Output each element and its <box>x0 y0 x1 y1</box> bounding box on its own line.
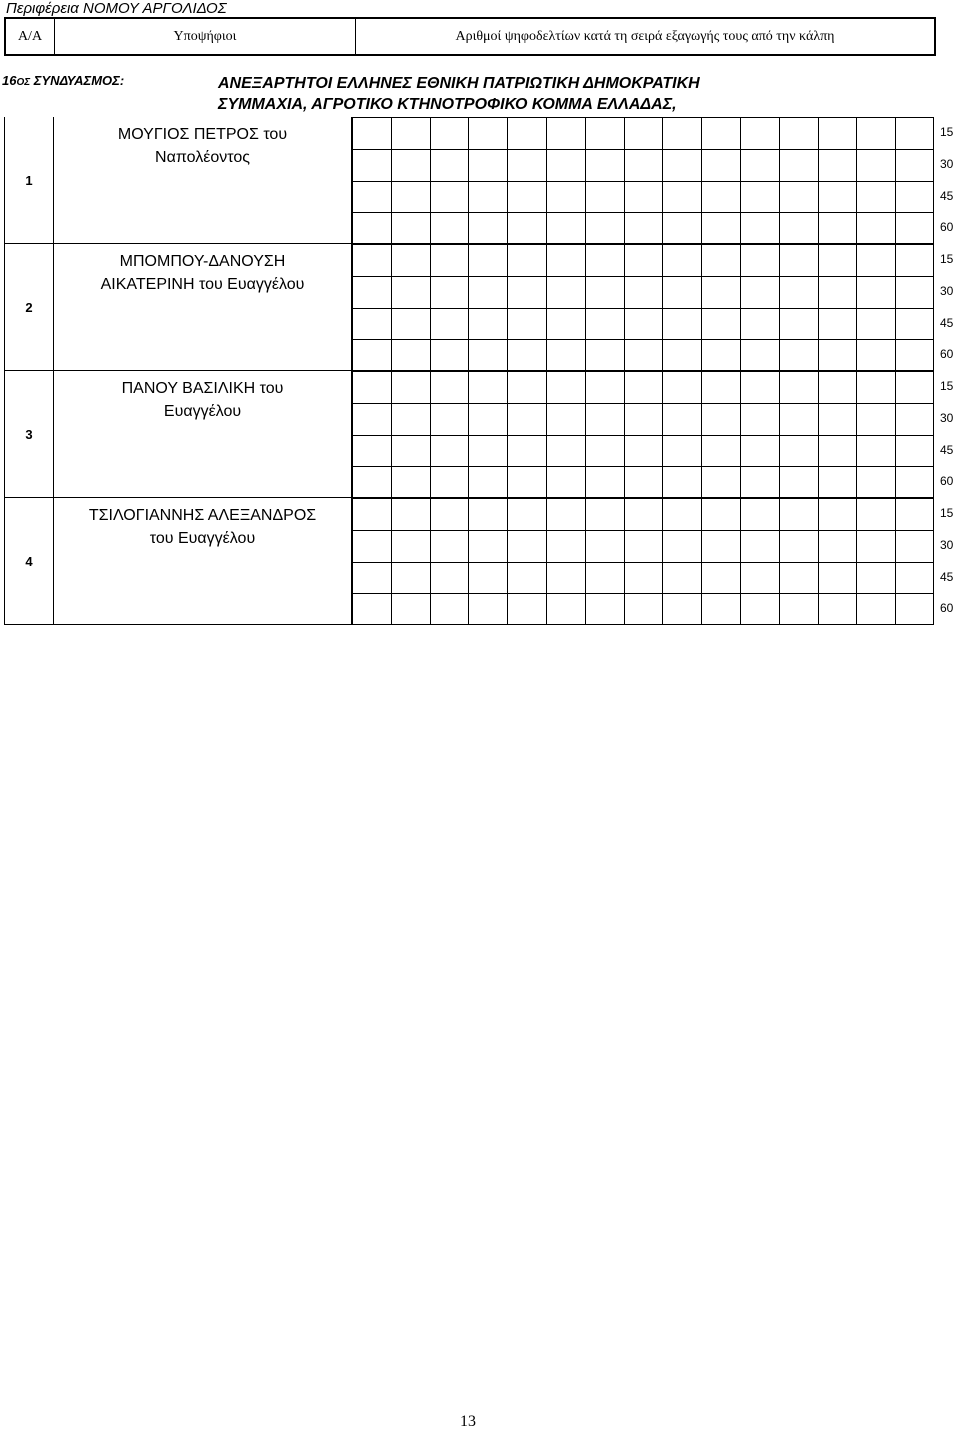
grid-line <box>391 498 392 625</box>
grid-line <box>895 244 896 371</box>
candidate-name <box>54 244 352 371</box>
candidate-row <box>4 371 934 498</box>
grid-line <box>468 117 469 244</box>
tick-label: 30 <box>940 537 954 552</box>
candidate-name-line2: Ευαγγέλου <box>163 403 242 420</box>
grid-line <box>352 371 353 498</box>
grid-line <box>818 498 819 625</box>
tick-label: 45 <box>940 315 954 330</box>
grid-line <box>624 371 625 498</box>
grid-line <box>662 371 663 498</box>
grid-line <box>779 371 780 498</box>
grid-line <box>352 530 934 531</box>
grid-line <box>662 498 663 625</box>
grid-line <box>352 244 934 245</box>
tally-grid <box>4 117 934 627</box>
tick-label: 60 <box>940 474 954 489</box>
tally-box-grid[interactable] <box>352 117 934 244</box>
tally-box-grid[interactable] <box>352 371 934 498</box>
grid-line <box>352 562 934 563</box>
candidate-number: 3 <box>4 371 54 498</box>
grid-line <box>856 371 857 498</box>
grid-line <box>352 435 934 436</box>
grid-line <box>585 371 586 498</box>
header-aa: Α/Α <box>6 19 55 54</box>
grid-line <box>624 498 625 625</box>
grid-line <box>740 244 741 371</box>
grid-line <box>779 244 780 371</box>
grid-line <box>468 371 469 498</box>
grid-line <box>624 244 625 371</box>
grid-line <box>818 117 819 244</box>
grid-line <box>740 117 741 244</box>
grid-line <box>856 117 857 244</box>
grid-line <box>430 371 431 498</box>
candidate-name-line1: ΜΠΟΜΠΟΥ-ΔΑΝΟΥΣΗ <box>119 253 286 270</box>
header-counts: Αριθμοί ψηφοδελτίων κατά τη σειρά εξαγωγής τους από την κάλπη <box>455 28 835 44</box>
table-header <box>4 17 936 56</box>
candidate-name <box>54 371 352 498</box>
region-title: Περιφέρεια ΝΟΜΟΥ ΑΡΓΟΛΙΔΟΣ <box>6 0 227 17</box>
coalition-number-value: 16 <box>2 73 17 88</box>
candidate-name-line1: ΠΑΝΟΥ ΒΑΣΙΛΙΚΗ του <box>121 380 284 397</box>
candidate-number: 1 <box>4 117 54 244</box>
grid-line <box>468 498 469 625</box>
coalition-name-line2: ΣΥΜΜΑΧΙΑ, ΑΓΡΟΤΙΚΟ ΚΤΗΝΟΤΡΟΦΙΚΟ ΚΟΜΜΑ ΕΛΛΑΔΑΣ, <box>218 96 677 113</box>
tick-label: 45 <box>940 569 954 584</box>
grid-line <box>507 498 508 625</box>
candidate-name-line1: ΜΟΥΓΙΟΣ ΠΕΤΡΟΣ του <box>117 126 288 143</box>
header-candidates: Υποψήφιοι <box>55 19 356 54</box>
page-number: 13 <box>460 1413 476 1430</box>
candidate-number: 2 <box>4 244 54 371</box>
coalition-name-line1: ΑΝΕΞΑΡΤΗΤΟΙ ΕΛΛΗΝΕΣ ΕΘΝΙΚΗ ΠΑΤΡΙΩΤΙΚΗ ΔΗΜΟΚΡΑΤΙΚΗ <box>218 75 700 92</box>
coalition-block <box>0 73 960 117</box>
candidate-name <box>54 117 352 244</box>
candidate-name-line2: ΑΙΚΑΤΕΡΙΝΗ του Ευαγγέλου <box>100 276 305 293</box>
grid-line <box>740 371 741 498</box>
grid-line <box>546 371 547 498</box>
grid-line <box>352 276 934 277</box>
grid-line <box>624 117 625 244</box>
grid-line <box>352 498 353 625</box>
candidate-row <box>4 244 934 371</box>
grid-line <box>546 117 547 244</box>
grid-line <box>701 371 702 498</box>
tick-label: 15 <box>940 379 954 393</box>
grid-line <box>701 244 702 371</box>
grid-line <box>430 498 431 625</box>
grid-line <box>352 181 934 182</box>
grid-line <box>740 498 741 625</box>
grid-line <box>701 117 702 244</box>
grid-line <box>391 244 392 371</box>
grid-line <box>507 244 508 371</box>
tally-box-grid[interactable] <box>352 244 934 371</box>
grid-line <box>352 149 934 150</box>
grid-line <box>352 117 934 118</box>
coalition-name <box>218 73 700 115</box>
coalition-label: ΣΥΝΔΥΑΣΜΟΣ: <box>33 73 125 88</box>
grid-line <box>818 244 819 371</box>
grid-line <box>933 244 934 371</box>
grid-line <box>507 371 508 498</box>
tick-label: 60 <box>940 220 954 235</box>
candidate-name-line2: του Ευαγγέλου <box>149 530 256 547</box>
grid-line <box>352 339 934 340</box>
tick-label: 15 <box>940 252 954 266</box>
tally-box-grid[interactable] <box>352 498 934 625</box>
grid-line <box>352 466 934 467</box>
grid-line <box>546 244 547 371</box>
grid-line <box>352 212 934 213</box>
grid-line <box>352 624 934 625</box>
grid-line <box>779 117 780 244</box>
candidate-name <box>54 498 352 625</box>
grid-line <box>856 498 857 625</box>
tick-label: 45 <box>940 442 954 457</box>
grid-line <box>779 498 780 625</box>
grid-line <box>818 371 819 498</box>
coalition-ordinal: ΟΣ <box>16 77 31 88</box>
tick-label: 15 <box>940 506 954 520</box>
grid-line <box>701 498 702 625</box>
grid-line <box>546 498 547 625</box>
grid-line <box>352 498 934 499</box>
grid-line <box>507 117 508 244</box>
grid-line <box>895 498 896 625</box>
grid-line <box>352 117 353 244</box>
grid-line <box>662 117 663 244</box>
grid-line <box>933 498 934 625</box>
tick-label: 15 <box>940 125 954 139</box>
grid-line <box>430 117 431 244</box>
grid-line <box>391 117 392 244</box>
grid-line <box>585 117 586 244</box>
grid-line <box>430 244 431 371</box>
tick-label: 45 <box>940 188 954 203</box>
grid-line <box>933 371 934 498</box>
grid-line <box>468 244 469 371</box>
tick-label: 30 <box>940 283 954 298</box>
grid-line <box>352 593 934 594</box>
tick-label: 60 <box>940 347 954 362</box>
grid-line <box>585 244 586 371</box>
tick-label: 30 <box>940 410 954 425</box>
grid-line <box>352 371 934 372</box>
grid-line <box>391 371 392 498</box>
grid-line <box>856 244 857 371</box>
tick-label: 30 <box>940 156 954 171</box>
tick-label: 60 <box>940 601 954 616</box>
grid-line <box>895 117 896 244</box>
grid-line <box>585 498 586 625</box>
grid-line <box>352 308 934 309</box>
candidate-number: 4 <box>4 498 54 625</box>
candidate-row <box>4 498 934 625</box>
candidate-name-line2: Ναπολέοντος <box>155 149 250 166</box>
candidate-row <box>4 117 934 244</box>
grid-line <box>352 403 934 404</box>
grid-line <box>895 371 896 498</box>
coalition-number <box>2 73 124 88</box>
grid-line <box>352 244 353 371</box>
grid-line <box>662 244 663 371</box>
candidate-name-line1: ΤΣΙΛΟΓΙΑΝΝΗΣ ΑΛΕΞΑΝΔΡΟΣ <box>88 507 317 524</box>
grid-line <box>933 117 934 244</box>
